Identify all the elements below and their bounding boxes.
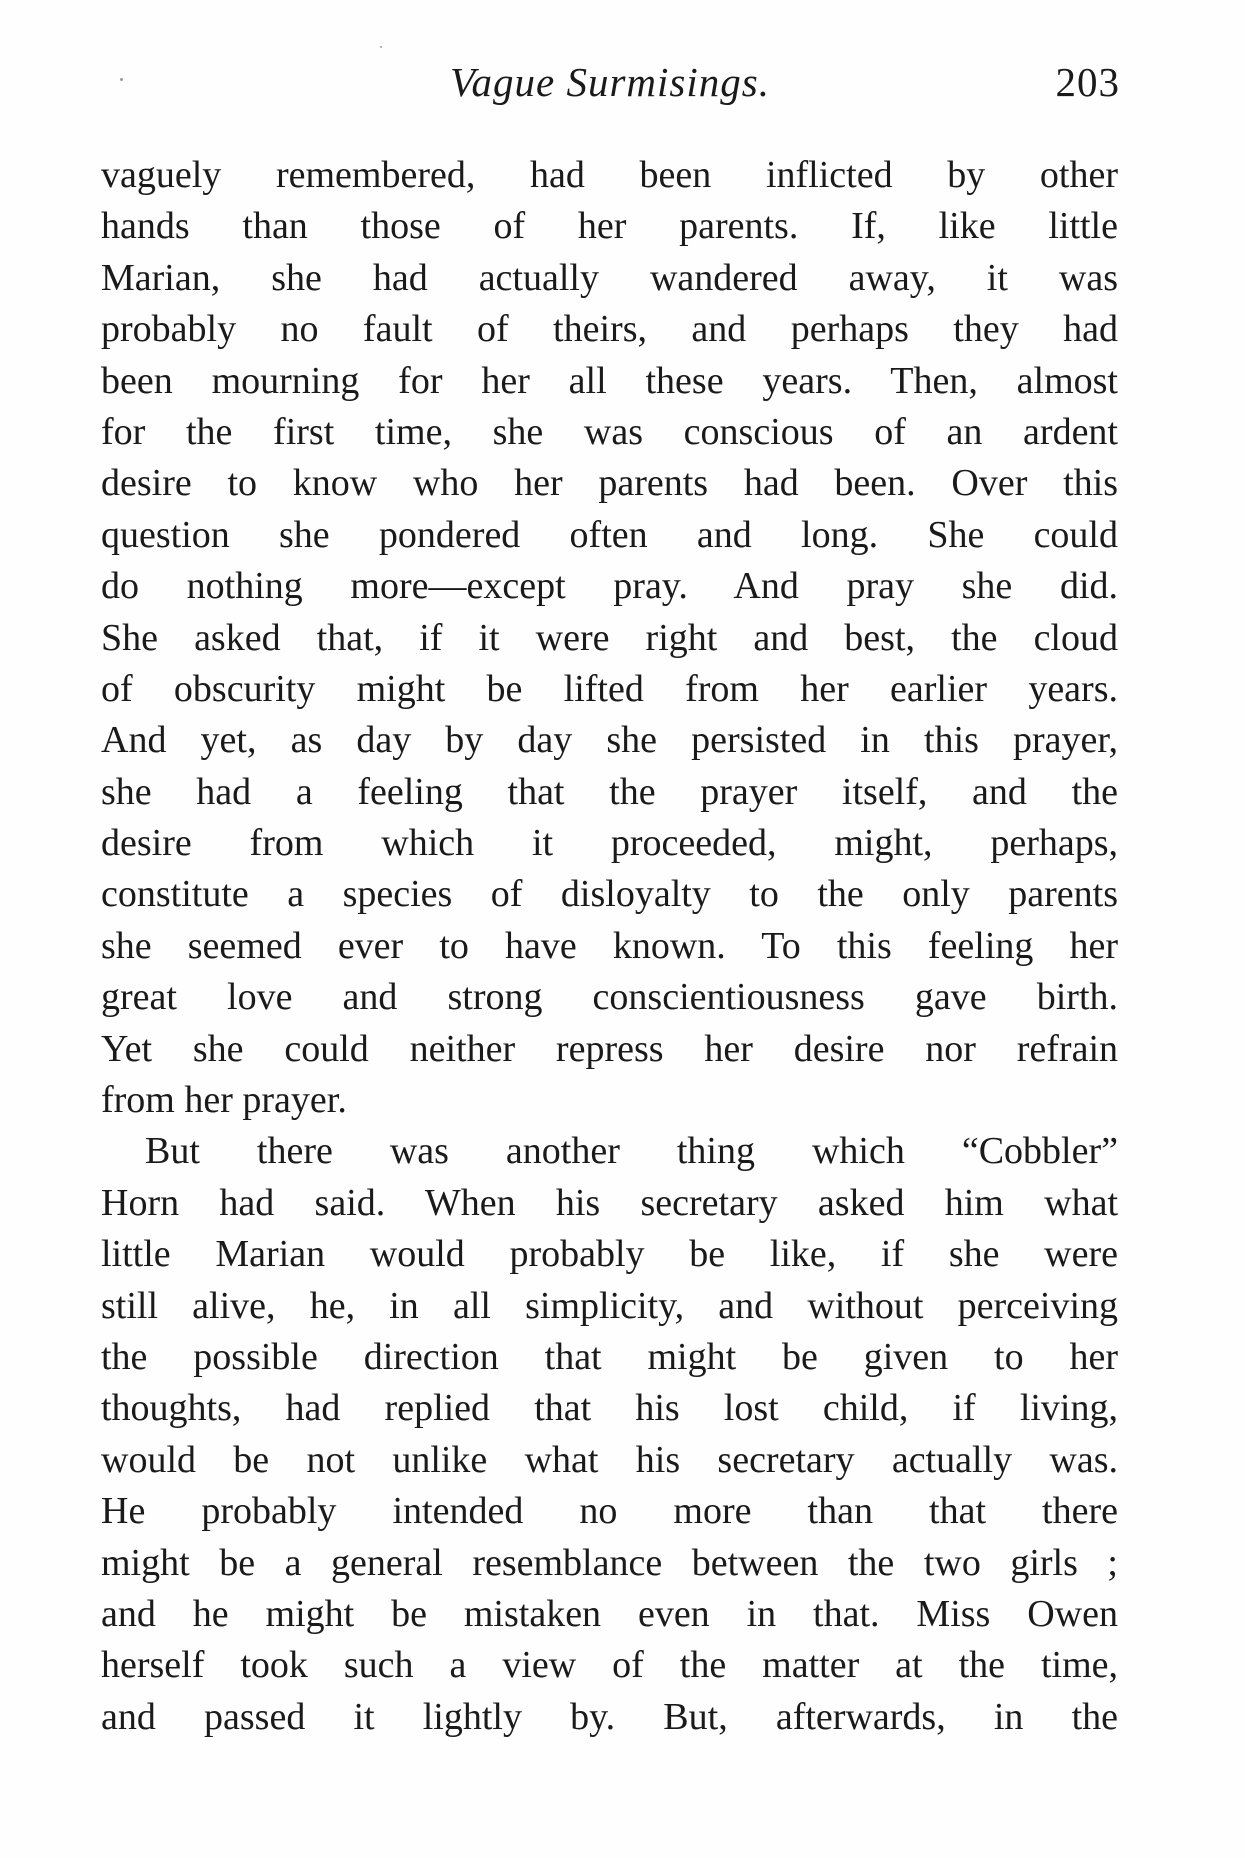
text-line: Horn had said. When his secretary asked him what xyxy=(101,1181,1118,1224)
text-line: for the first time, she was conscious of an ardent xyxy=(101,410,1118,453)
text-line: the possible direction that might be given to her xyxy=(101,1335,1118,1378)
page-number: 203 xyxy=(1055,59,1120,105)
text-line: desire to know who her parents had been. Over this xyxy=(101,462,1118,505)
text-line: she had a feeling that the prayer itself, and the xyxy=(101,770,1118,813)
text-line: do nothing more—except pray. And pray she did. xyxy=(101,565,1118,608)
text-line: she seemed ever to have known. To this feeling her xyxy=(101,924,1118,967)
text-line: little Marian would probably be like, if she were xyxy=(101,1233,1118,1276)
text-line: But there was another thing which “Cobbler” xyxy=(145,1130,1118,1173)
text-line: probably no fault of theirs, and perhaps they had xyxy=(101,308,1118,351)
body-text xyxy=(101,150,1118,1743)
text-line: would be not unlike what his secretary actually was. xyxy=(101,1438,1118,1481)
text-line: been mourning for her all these years. Then, almost xyxy=(101,359,1118,402)
paragraph xyxy=(101,1126,1118,1743)
text-line: and passed it lightly by. But, afterwards, in the xyxy=(101,1695,1118,1738)
text-line: still alive, he, in all simplicity, and without perceiving xyxy=(101,1284,1118,1327)
text-line: herself took such a view of the matter at the time, xyxy=(101,1644,1118,1687)
text-line: of obscurity might be lifted from her earlier years. xyxy=(101,667,1118,710)
text-line: Marian, she had actually wandered away, it was xyxy=(101,256,1118,299)
running-header xyxy=(100,58,1120,118)
running-title: Vague Surmisings. xyxy=(450,59,770,105)
text-line: question she pondered often and long. She could xyxy=(101,513,1118,556)
text-line: vaguely remembered, had been inflicted by other xyxy=(101,154,1118,196)
text-line: great love and strong conscientiousness gave birth. xyxy=(101,976,1118,1019)
text-line: from her prayer. xyxy=(101,1079,347,1122)
text-line: and he might be mistaken even in that. Miss Owen xyxy=(101,1592,1118,1635)
paper-speck xyxy=(380,46,382,48)
text-line: hands than those of her parents. If, like little xyxy=(101,205,1118,248)
text-line: She asked that, if it were right and best, the cloud xyxy=(101,616,1118,659)
text-line: Yet she could neither repress her desire nor refrain xyxy=(101,1027,1118,1070)
text-line: thoughts, had replied that his lost child, if living, xyxy=(101,1387,1118,1430)
text-line: And yet, as day by day she persisted in this prayer, xyxy=(101,719,1118,762)
text-line: constitute a species of disloyalty to the only parents xyxy=(101,873,1118,916)
text-line: might be a general resemblance between the two girls ; xyxy=(101,1541,1118,1584)
paragraph xyxy=(101,150,1118,1126)
text-line: desire from which it proceeded, might, perhaps, xyxy=(101,822,1118,865)
text-line: He probably intended no more than that there xyxy=(101,1490,1118,1533)
